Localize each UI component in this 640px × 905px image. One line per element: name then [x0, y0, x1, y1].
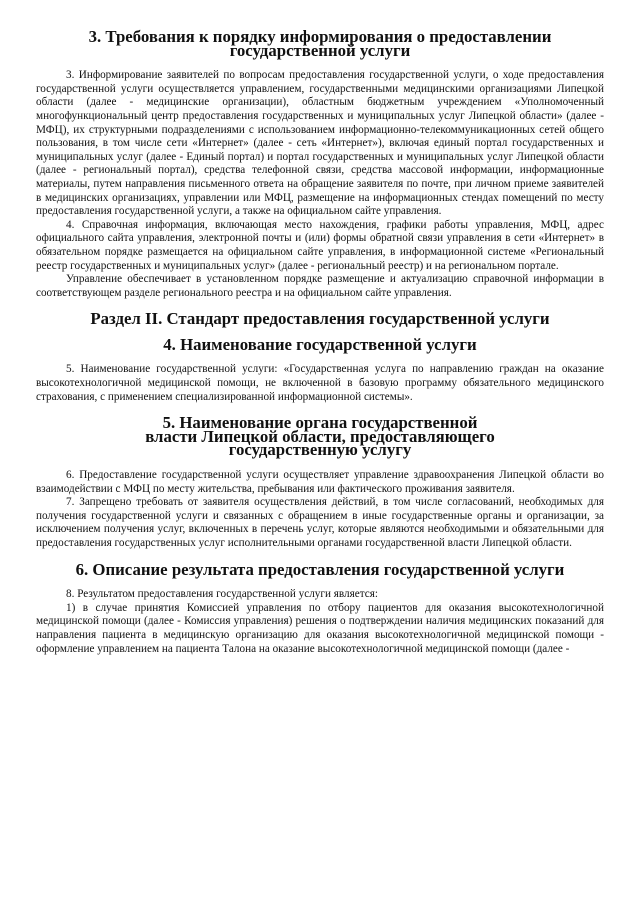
paragraph-management-info: Управление обеспечивает в установленном порядке размещение и актуализацию справочной информации в соответствующем разделе регионального реестра и на официальном сайте управления. [36, 273, 604, 299]
paragraph-4: 4. Справочная информация, включающая место нахождения, графики работы управления, МФЦ, адрес официального сайта управления, электронной почты и (или) формы обратной связи управления в сети «Интернет» в обязательном порядке размещается на официальном сайте управления, в информационной системе «Региональный реестр государственных и муниципальных услуг» (далее - региональный реестр) и на региональном портале. [36, 218, 604, 272]
section4-heading-text: 4. Наименование государственной услуги [163, 334, 477, 354]
section3-heading-line2: государственной услуги [229, 40, 411, 60]
paragraph-7: 7. Запрещено требовать от заявителя осуществления действий, в том числе согласований, необходимых для получения государственной услуги и связанных с обращением в иные государственные органы и организации, за исключением получения услуг, включенных в перечень услуг, которые являются необходимыми и обязательными для предоставления государственных услуг исполнительными органами государственной власти Липецкой области. [36, 496, 604, 549]
section6-heading [36, 559, 604, 579]
paragraph-3: 3. Информирование заявителей по вопросам предоставления государственной услуги, о ходе предоставления государственной услуги осуществляется управлением, государственными медицинскими организациями Липецкой области (далее - медицинские организации), областным бюджетным учреждением «Уполномоченный многофункциональный центр предоставления государственных и муниципальных услуг Липецкой области» (далее - МФЦ), их структурными подразделениями с использованием информационно-телекоммуникационных сетей общего пользования, в том числе сети «Интернет» (далее - сеть «Интернет»), включая единый портал государственных и муниципальных услуг (далее - Единый портал) и портал государственных и муниципальных услуг Липецкой области (далее - региональный портал), средства телефонной связи, средства массовой информации, информационные материалы, путем направления письменного ответа на обращение заявителя по почте, при личном приеме заявителей в медицинских организациях, управлении или МФЦ, размещение на информационных стендах помещений по месту предоставления государственной услуги, а также на официальном сайте управления. [36, 69, 604, 218]
section2-title [36, 309, 604, 329]
section6-heading-text: 6. Описание результата предоставления государственной услуги [75, 559, 565, 579]
section5-heading-line1: 5. Наименование органа государственной [162, 413, 478, 433]
section3-heading [36, 27, 604, 60]
paragraph-5: 5. Наименование государственной услуги: «Государственная услуга по направлению граждан на оказание высокотехнологичной медицинской помощи, не включенной в базовую программу обязательного медицинского страхования, с применением специализированной информационной системы». [36, 363, 604, 403]
section3-heading-line1: 3. Требования к порядку информирования о предоставлении [88, 27, 552, 46]
paragraph-8-item-1: 1) в случае принятия Комиссией управления по отбору пациентов для оказания высокотехнологичной медицинской помощи (далее - Комиссия управления) решения о подтверждении наличия медицинских показаний для направления пациента в медицинскую организацию для оказания высокотехнологичной медицинской помощи - оформление управлением на пациента Талона на оказание высокотехнологичной медицинской помощи (далее - [36, 601, 604, 655]
section4-heading [36, 334, 604, 354]
paragraph-6: 6. Предоставление государственной услуги осуществляет управление здравоохранения Липецкой области во взаимодействии с МФЦ по месту жительства, пребывания или фактического проживания заявителя. [36, 469, 604, 495]
section2-title-text: Раздел II. Стандарт предоставления государственной услуги [90, 309, 550, 329]
section5-heading [36, 413, 604, 460]
section5-heading-line2: власти Липецкой области, предоставляющего [145, 426, 495, 446]
paragraph-8: 8. Результатом предоставления государственной услуги является: [66, 588, 378, 601]
section5-heading-line3: государственную услугу [228, 440, 412, 460]
